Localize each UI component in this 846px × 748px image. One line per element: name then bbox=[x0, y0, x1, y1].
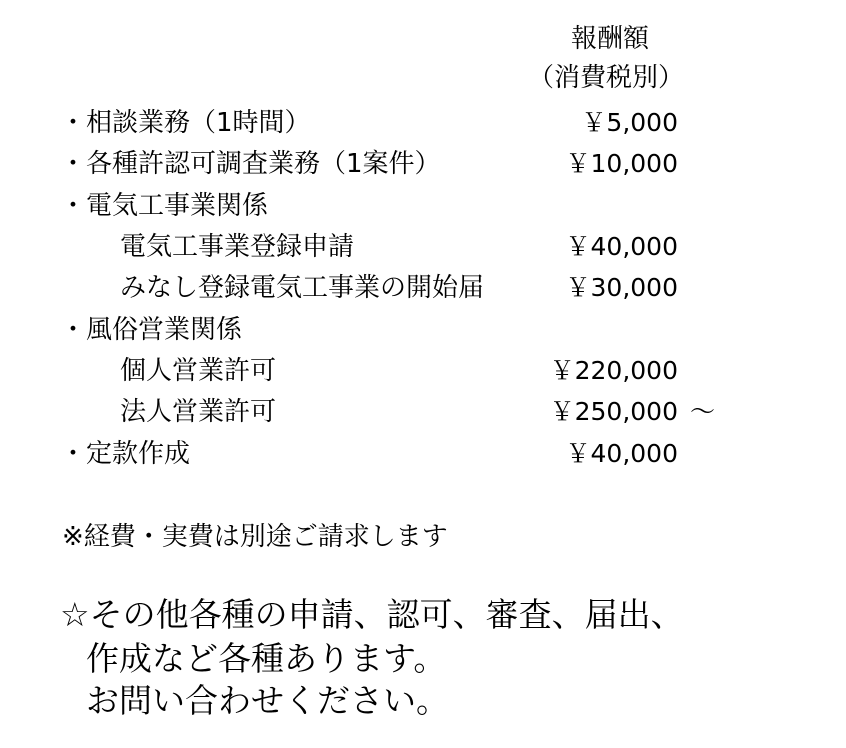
fee-category-label: ・電気工事業関係 bbox=[60, 191, 269, 221]
tax-note: （消費税別） bbox=[528, 63, 685, 93]
price-range-mark: ～ bbox=[690, 397, 716, 426]
expense-note: ※経費・実費は別途ご請求します bbox=[62, 522, 448, 552]
fee-item-price: ￥5,000 bbox=[581, 108, 678, 137]
fee-item-price: ￥30,000 bbox=[565, 273, 678, 302]
fee-item-price: ￥220,000 bbox=[549, 356, 678, 385]
footer-line-2: 作成など各種あります。 bbox=[86, 639, 447, 678]
fee-item-label: みなし登録電気工事業の開始届 bbox=[120, 273, 485, 303]
fee-item-label: 電気工事業登録申請 bbox=[120, 232, 355, 262]
fee-item-price: ￥10,000 bbox=[565, 149, 678, 178]
fee-item-label: 個人営業許可 bbox=[120, 356, 277, 386]
footer-line-3: お問い合わせください。 bbox=[86, 681, 449, 720]
fee-header-label: 報酬額 bbox=[571, 24, 650, 54]
fee-row bbox=[0, 354, 846, 388]
fee-row bbox=[0, 106, 846, 140]
fee-category-label: ・風俗営業関係 bbox=[60, 315, 243, 345]
fee-item-price: ￥40,000 bbox=[565, 232, 678, 261]
fee-category-row bbox=[0, 313, 846, 347]
fee-category-row bbox=[0, 189, 846, 223]
fee-item-label: 法人営業許可 bbox=[120, 397, 277, 427]
fee-row bbox=[0, 271, 846, 305]
fee-item-label: ・相談業務（1時間） bbox=[60, 108, 311, 138]
fee-item-price: ￥40,000 bbox=[565, 439, 678, 468]
fee-row bbox=[0, 395, 846, 429]
fee-row bbox=[0, 147, 846, 181]
fee-row bbox=[0, 437, 846, 471]
fee-item-price: ￥250,000 bbox=[549, 397, 678, 426]
fee-row bbox=[0, 230, 846, 264]
footer-line-1: ☆その他各種の申請、認可、審査、届出、 bbox=[60, 595, 684, 634]
fee-item-label: ・各種許認可調査業務（1案件） bbox=[60, 149, 441, 179]
fee-item-label: ・定款作成 bbox=[60, 439, 191, 469]
